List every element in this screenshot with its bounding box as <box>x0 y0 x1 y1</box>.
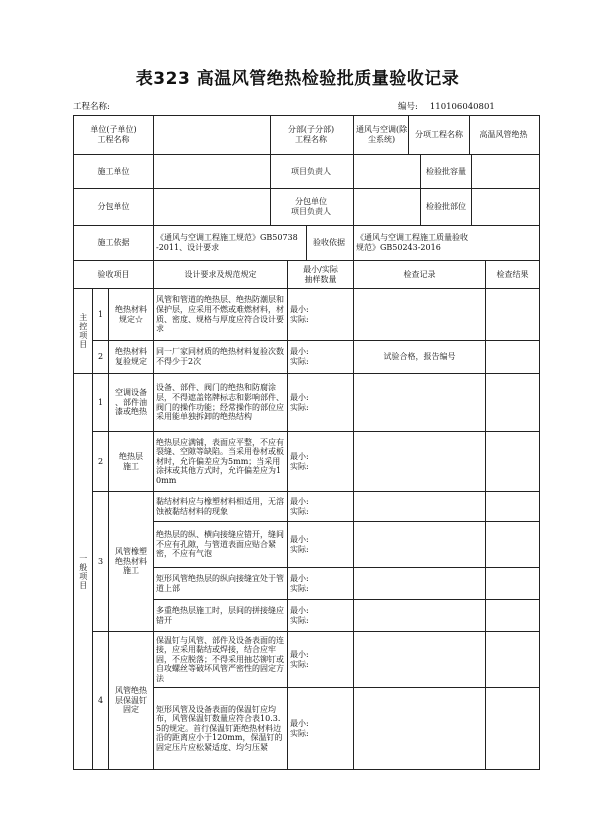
general-row-3a-result <box>486 492 540 522</box>
general-group-cell <box>74 374 93 770</box>
min-label: 最小: <box>290 392 309 402</box>
column-header-row <box>74 261 540 289</box>
general-row-2-result <box>486 432 540 492</box>
main-row-2-no: 2 <box>93 341 109 374</box>
acceptance-table <box>73 115 540 770</box>
basis-value: 《通风与空调工程施工规范》GB50738 -2011、设计要求 <box>154 226 307 260</box>
sub-project-lead-label: 分包单位 项目负责人 <box>291 197 332 216</box>
col-result: 检查结果 <box>486 261 540 289</box>
accept-basis-label: 验收依据 <box>313 238 346 248</box>
min-label: 最小: <box>290 304 309 314</box>
header-row-4 <box>74 226 540 261</box>
general-row-3a-req: 黏结材料应与橡塑材料相适用，无溶蚀被黏结材料的现象 <box>154 492 288 522</box>
subunit-value: 通风与空调(除 尘系统) <box>354 116 409 154</box>
min-label: 最小: <box>290 718 309 728</box>
general-row-3-name: 风管橡塑 绝热材料 施工 <box>109 492 154 632</box>
general-row-1-result <box>486 374 540 432</box>
min-label: 最小: <box>290 496 309 506</box>
general-row-1-sample <box>288 374 354 432</box>
general-row-3c-record <box>354 568 486 600</box>
general-row-1-no: 1 <box>93 374 109 432</box>
general-row-4-name: 风管绝热 层保温钉 固定 <box>109 632 154 770</box>
general-row-3a-record <box>354 492 486 522</box>
general-row-3b-result <box>486 522 540 568</box>
header-row-1 <box>74 116 540 155</box>
min-label: 最小: <box>290 605 309 615</box>
general-row-4b-result <box>486 688 540 770</box>
main-row-1-no: 1 <box>93 289 109 341</box>
header-row-2 <box>74 155 540 189</box>
actual-label: 实际: <box>290 544 309 554</box>
min-label: 最小: <box>290 573 309 583</box>
general-row-4b-sample <box>288 688 354 770</box>
item-label: 分项工程名称 <box>409 116 470 154</box>
min-label: 最小: <box>290 347 309 357</box>
main-row-2-req: 同一厂家同材质的绝热材料复验次数不得少于2次 <box>154 341 288 374</box>
col-sample: 最小/实际 抽样数量 <box>288 261 354 289</box>
general-row-4a <box>74 632 540 688</box>
general-row-3b-req: 绝热层的纵、横向接缝应错开，缝间不应有孔隙，与管道表面应贴合紧密，不应有气泡 <box>154 522 288 568</box>
unit-value-cell <box>154 116 354 155</box>
project-lead-label: 项目负责人 <box>291 166 332 176</box>
main-row-1-req: 风管和管道的绝热层、绝热防潮层和保护层，应采用不燃或难燃材料，材质、密度、规格与厚度应符合设计要求 <box>154 289 288 341</box>
main-row-2-name: 绝热材料 复验规定 <box>109 341 154 374</box>
sub-row-right <box>354 189 540 226</box>
actual-label: 实际: <box>290 461 309 471</box>
sub-project-lead-value <box>354 189 421 225</box>
code-label: 编号: <box>398 102 418 112</box>
min-label: 最小: <box>290 534 309 544</box>
basis-row-mid <box>154 226 354 261</box>
col-item: 验收项目 <box>74 261 154 289</box>
item-value: 高温风管绝热 <box>479 130 528 140</box>
code-field <box>398 100 495 112</box>
main-row-2 <box>74 341 540 374</box>
main-row-1-result <box>486 289 540 341</box>
general-row-3d-record <box>354 600 486 632</box>
subunit-value-cell <box>354 116 540 155</box>
construct-unit-label: 施工单位 <box>74 155 154 189</box>
code-value: 110106040801 <box>429 102 495 112</box>
general-row-2-record <box>354 432 486 492</box>
batch-capacity-label: 检验批容量 <box>421 155 472 188</box>
general-row-1 <box>74 374 540 432</box>
general-row-3c-result <box>486 568 540 600</box>
general-row-4a-req: 保温钉与风管、部件及设备表面的连接，应采用黏结或焊接，结合应牢固，不应脱落；不得采用抽芯铆钉或自攻螺丝等破坏风管严密性的固定方法 <box>154 632 288 688</box>
batch-capacity-value <box>472 156 537 187</box>
main-group-cell <box>74 289 93 374</box>
main-row-1-sample <box>288 289 354 341</box>
general-row-3a <box>74 492 540 522</box>
construct-unit-value <box>154 155 271 188</box>
actual-label: 实际: <box>290 506 309 516</box>
actual-label: 实际: <box>290 314 309 324</box>
general-row-3b-record <box>354 522 486 568</box>
actual-label: 实际: <box>290 659 309 669</box>
actual-label: 实际: <box>290 615 309 625</box>
general-row-2-sample <box>288 432 354 492</box>
general-row-3-no: 3 <box>93 492 109 632</box>
general-row-2-no: 2 <box>93 432 109 492</box>
general-row-3d-sample <box>288 600 354 632</box>
general-row-3b-sample <box>288 522 354 568</box>
actual-label: 实际: <box>290 728 309 738</box>
actual-label: 实际: <box>290 402 309 412</box>
sub-unit-label: 分包单位 <box>74 189 154 226</box>
basis-label: 施工依据 <box>74 226 154 261</box>
col-req: 设计要求及规范规定 <box>154 261 288 289</box>
main-row-2-sample <box>288 341 354 374</box>
page-title: 表323 高温风管绝热检验批质量验收记录 <box>135 69 460 89</box>
main-row-1-name: 绝热材料 规定☆ <box>109 289 154 341</box>
batch-location-value <box>472 190 537 224</box>
general-row-4-no: 4 <box>93 632 109 770</box>
general-row-1-name: 空调设备 、部件油 漆或绝热 <box>109 374 154 432</box>
construct-row-mid <box>154 155 354 189</box>
main-group-label: 主控项目 <box>78 313 88 349</box>
unit-label: 单位(子单位) 工程名称 <box>74 116 154 155</box>
general-row-3a-sample <box>288 492 354 522</box>
min-label: 最小: <box>290 451 309 461</box>
general-row-3d-req: 多重绝热层施工时，层间的拼接缝应错开 <box>154 600 288 632</box>
general-row-3d-result <box>486 600 540 632</box>
general-group-label: 一般项目 <box>78 553 88 590</box>
general-row-3c-req: 矩形风管绝热层的纵向接缝宜处于管道上部 <box>154 568 288 600</box>
col-record: 检查记录 <box>354 261 486 289</box>
general-row-4a-record <box>354 632 486 688</box>
general-row-2-name: 绝热层 施工 <box>109 432 154 492</box>
sub-unit-value <box>154 189 271 225</box>
general-row-1-record <box>354 374 486 432</box>
general-row-3c-sample <box>288 568 354 600</box>
general-row-1-req: 设备、部件、阀门的绝热和防腐涂层，不得遮盖铭牌标志和影响部件、阀门的操作功能；经常操作的部位应采用能单独拆卸的绝热结构 <box>154 374 288 432</box>
actual-label: 实际: <box>290 357 309 366</box>
main-row-2-result <box>486 341 540 374</box>
subunit-label: 分部(子分部) 工程名称 <box>287 125 335 144</box>
project-name-label: 工程名称: <box>73 102 110 112</box>
general-row-2 <box>74 432 540 492</box>
general-row-2-req: 绝热层应满铺，表面应平整，不应有裂缝、空隙等缺陷。当采用卷材或板材时，允许偏差应为5mm；当采用涂抹或其他方式时，允许偏差应为10mm <box>154 432 288 492</box>
main-row-1 <box>74 289 540 341</box>
project-lead-value <box>354 155 421 188</box>
general-row-4a-sample <box>288 632 354 688</box>
accept-basis-value: 《通风与空调工程施工质量验收 规范》GB50243-2016 <box>354 226 540 261</box>
main-row-2-record: 试验合格，报告编号 <box>354 341 486 374</box>
actual-label: 实际: <box>290 583 309 593</box>
construct-row-right <box>354 155 540 189</box>
header-row-3 <box>74 189 540 226</box>
min-label: 最小: <box>290 649 309 659</box>
general-row-4b-req: 矩形风管及设备表面的保温钉应均布，风管保温钉数量应符合表10.3.5的规定。首行保温钉距绝热材料边沿的距离应小于120mm，保温钉的固定压片应松紧适度、均匀压紧 <box>154 688 288 770</box>
general-row-4b-record <box>354 688 486 770</box>
batch-location-label: 检验批部位 <box>421 189 472 225</box>
sub-row-mid <box>154 189 354 226</box>
main-row-1-record <box>354 289 486 341</box>
unit-value-blank <box>154 116 271 154</box>
general-row-4a-result <box>486 632 540 688</box>
